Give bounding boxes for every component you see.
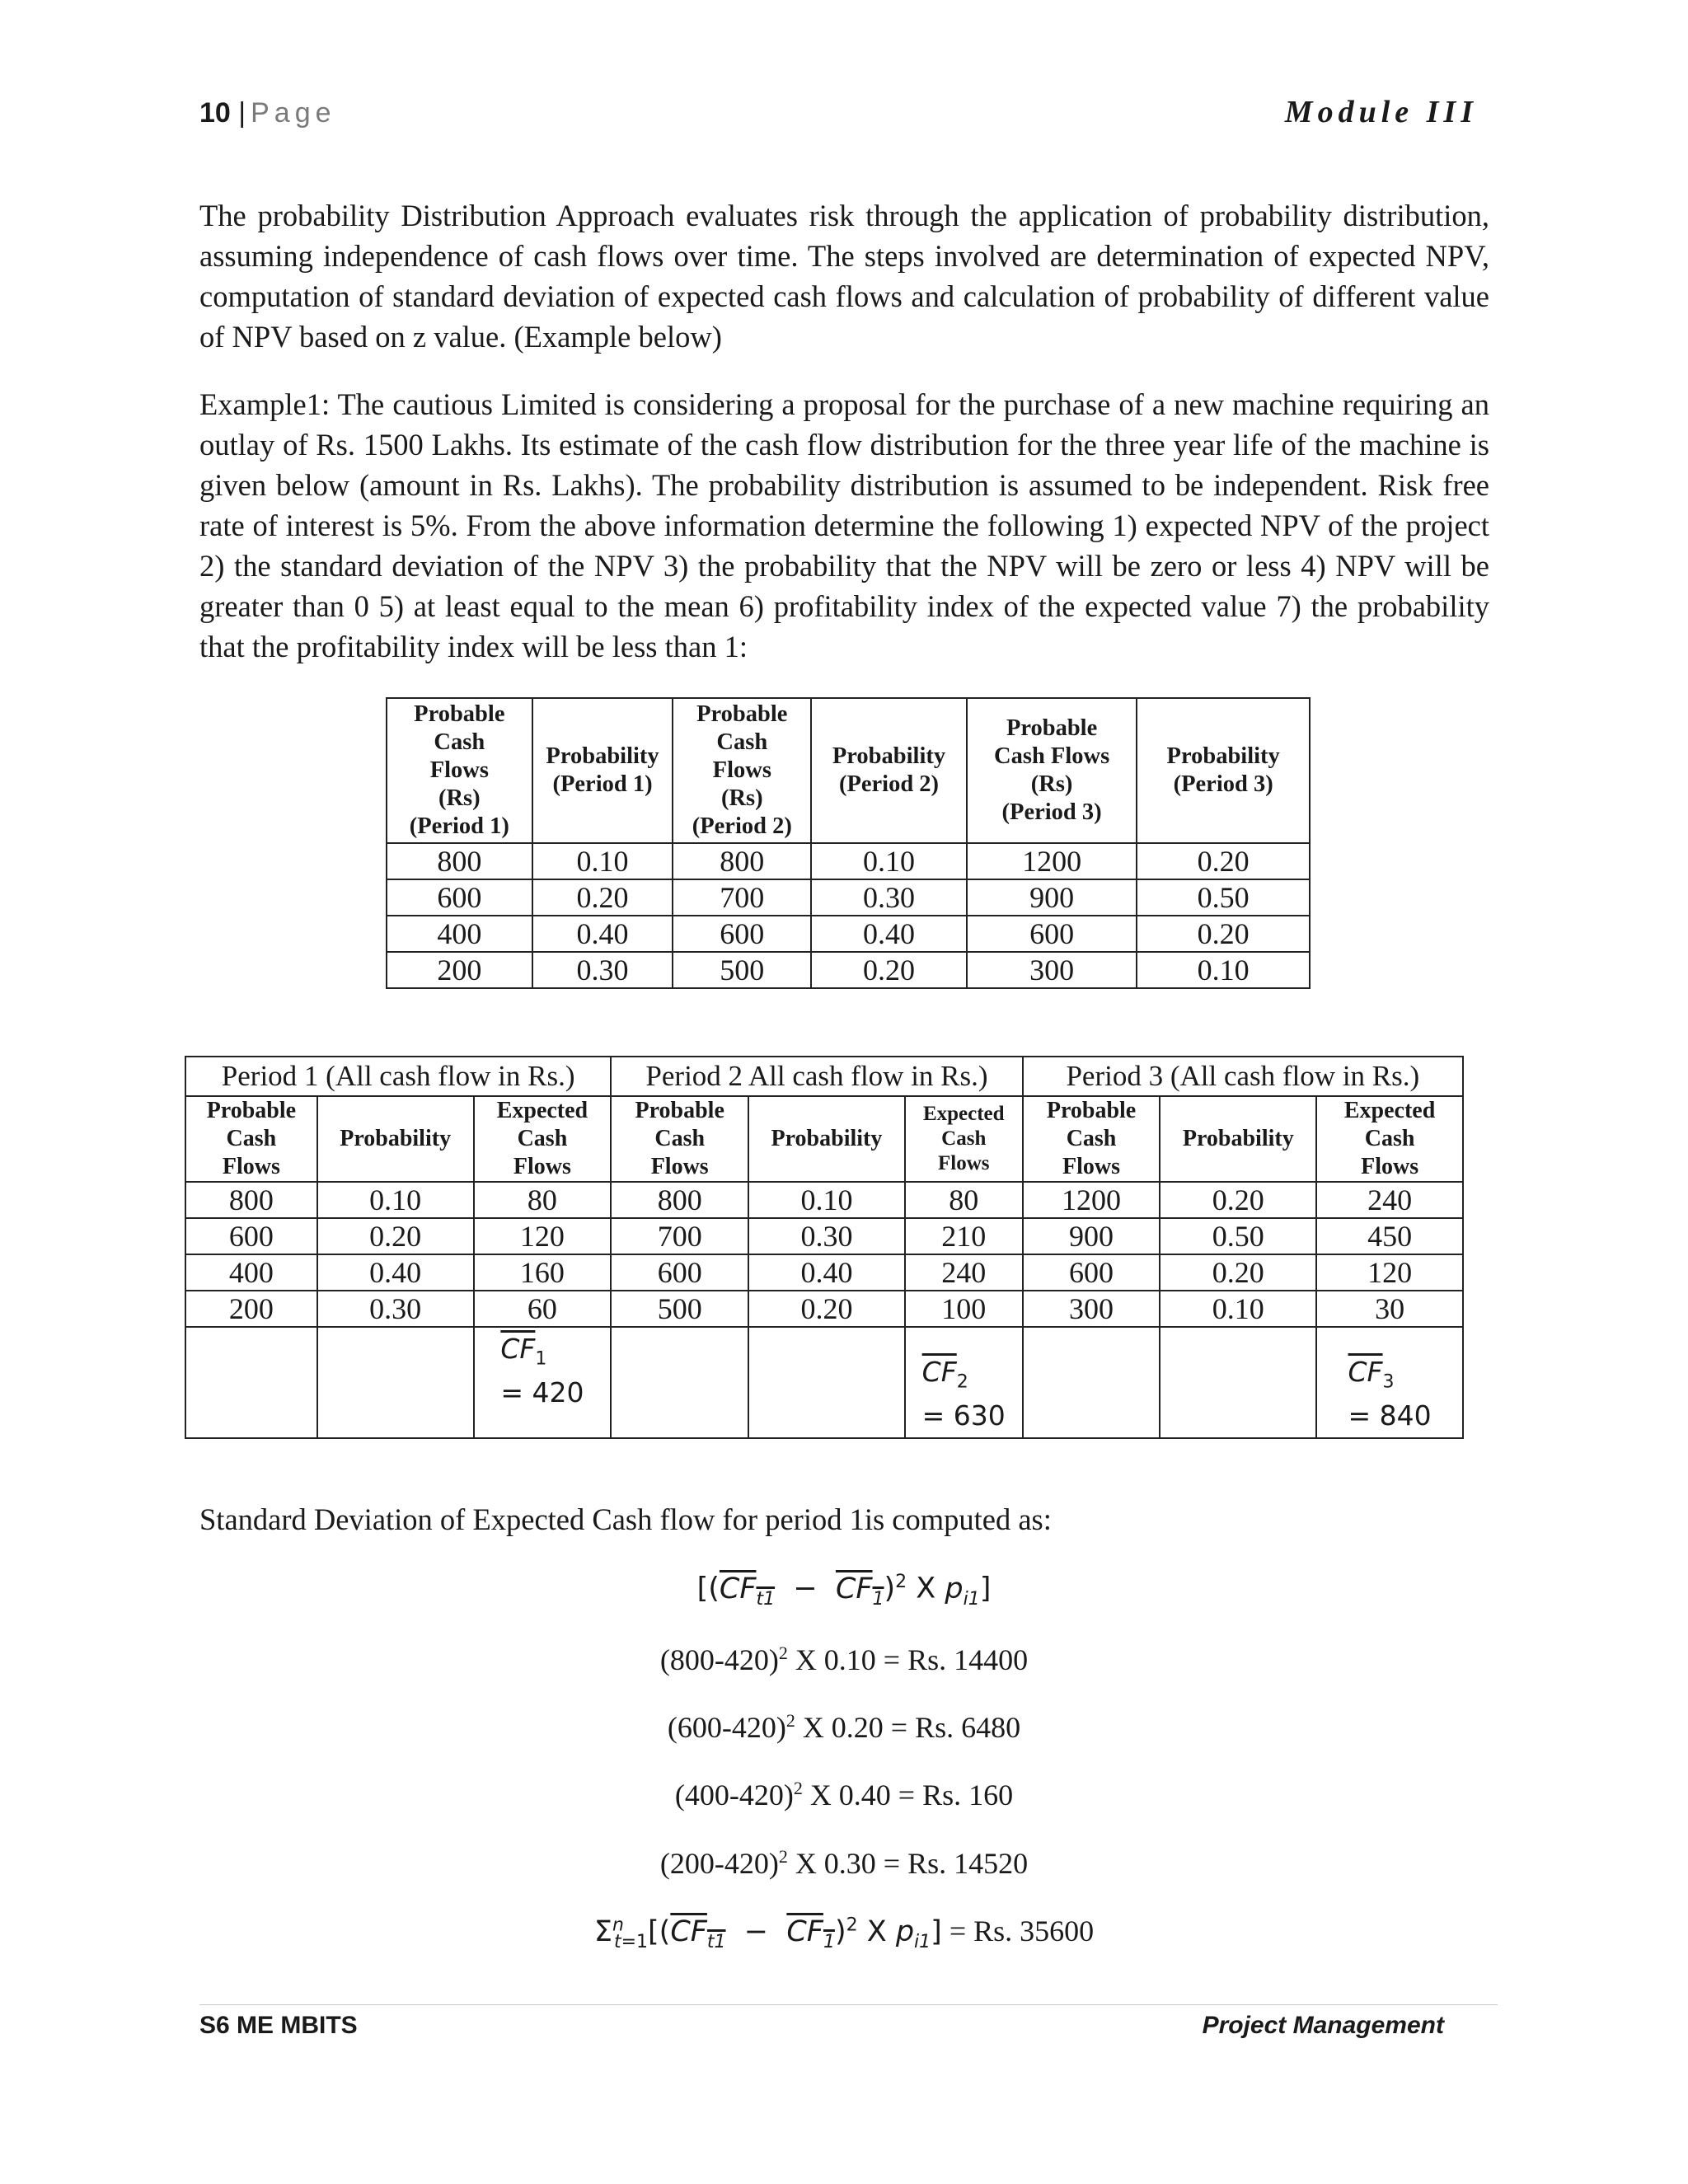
footer-divider [199, 2004, 1498, 2005]
table-header-row [387, 698, 1310, 843]
header-cell: Expected Cash Flows [905, 1096, 1023, 1182]
table-row [185, 1291, 1463, 1327]
table-cell: 0.20 [811, 952, 967, 988]
period-2-group: Period 2 All cash flow in Rs.) [611, 1057, 1022, 1096]
header-cell: Expected Cash Flows [1316, 1096, 1463, 1182]
table-cell: 0.20 [1137, 916, 1310, 952]
table-cell: 0.40 [811, 916, 967, 952]
table-cell: 0.40 [532, 916, 673, 952]
table-cell: 30 [1316, 1291, 1463, 1327]
sd-term-4: $(200-420)^2$ X 0.30 = Rs. 14520 [659, 1846, 1029, 1880]
header-cell: Probable Cash Flows (Rs) (Period 1) [387, 698, 532, 843]
example-paragraph: Example1: The cautious Limited is considering a proposal for the purchase of a new machine requiring an outlay of Rs. 1500 Lakhs. Its estimate of the cash flow distribution for the three year life of the machine is given below (amount in Rs. Lakhs). The probability distribution is assumed to be independent. Risk free rate of interest is 5%. From the above information determine the following 1) expected NPV of the project 2) the standard deviation of the NPV 3) the probability that the NPV will be zero or less 4) NPV will be greater than 0 5) at least equal to the mean 6) profitability index of the expected value 7) the probability that the profitability index will be less than 1: [199, 387, 1489, 663]
table-cell: 700 [611, 1218, 748, 1254]
header-cell: Probability [748, 1096, 905, 1182]
table-cell: 0.30 [811, 879, 967, 916]
table-cell [317, 1327, 474, 1438]
header-cell: Probable Cash Flows [1023, 1096, 1160, 1182]
table-cell: 1200 [967, 843, 1137, 879]
table-cell: 600 [611, 1254, 748, 1291]
table-cell: 0.10 [532, 843, 673, 879]
table-cell: 210 [905, 1218, 1023, 1254]
table-cell: 0.40 [748, 1254, 905, 1291]
table-cell: 0.30 [317, 1291, 474, 1327]
period-1-group: Period 1 (All cash flow in Rs.) [185, 1057, 611, 1096]
sum-cf1: $\overline{CF}_1$ = 420 [474, 1327, 612, 1438]
table-cell: 80 [474, 1182, 612, 1218]
table-cell: 900 [1023, 1218, 1160, 1254]
table-row [387, 916, 1310, 952]
table-row [185, 1218, 1463, 1254]
table-cell: 60 [474, 1291, 612, 1327]
header-cell: Probable Cash Flows (Rs) (Period 3) [967, 698, 1137, 843]
table-cell: 800 [387, 843, 532, 879]
footer-left: S6 ME MBITS [199, 2012, 358, 2039]
table-cell: 0.10 [1137, 952, 1310, 988]
table-cell: 600 [387, 879, 532, 916]
cash-flow-distribution-table [386, 697, 1311, 989]
table-row [185, 1182, 1463, 1218]
table-cell: 300 [1023, 1291, 1160, 1327]
table-cell: 500 [673, 952, 811, 988]
table-cell: 0.20 [532, 879, 673, 916]
table-cell: 0.20 [748, 1291, 905, 1327]
table-cell: 0.10 [1160, 1291, 1316, 1327]
sd-sum: $\Sigma^n_{t=1}[(CF_{t1} - CF_1)^2$ X $p_{i1}] = Rs$. 35600 [593, 1915, 1095, 1952]
sd-term-2: $(600-420)^2$ X 0.20 = Rs. 6480 [667, 1710, 1021, 1744]
table-cell: 800 [673, 843, 811, 879]
header-cell: Probability [317, 1096, 474, 1182]
period-group-row [185, 1057, 1463, 1096]
table-cell: 900 [967, 879, 1137, 916]
table-header-row [185, 1096, 1463, 1182]
expected-cash-flow-table [185, 1056, 1464, 1439]
table-cell [748, 1327, 905, 1438]
header-cell: Probability (Period 2) [811, 698, 967, 843]
table-cell: 240 [1316, 1182, 1463, 1218]
table-cell: 0.20 [1160, 1254, 1316, 1291]
table-cell: 120 [474, 1218, 612, 1254]
table-cell: 600 [185, 1218, 317, 1254]
table-cell: 800 [611, 1182, 748, 1218]
module-title: Module III [1284, 95, 1478, 129]
table-cell [1023, 1327, 1160, 1438]
table-cell: 0.20 [1160, 1182, 1316, 1218]
table-row [387, 879, 1310, 916]
table-row [185, 1254, 1463, 1291]
footer-right: Project Management [1202, 2012, 1444, 2039]
table-cell: 0.20 [1137, 843, 1310, 879]
table-cell: 0.40 [317, 1254, 474, 1291]
table-cell: 300 [967, 952, 1137, 988]
table-cell [1160, 1327, 1316, 1438]
table-cell: 400 [185, 1254, 317, 1291]
header-cell: Probability (Period 3) [1137, 698, 1310, 843]
header-cell: Probable Cash Flows (Rs) (Period 2) [673, 698, 811, 843]
table-cell: 0.20 [317, 1218, 474, 1254]
intro-paragraph: The probability Distribution Approach evaluates risk through the application of probability distribution, assuming independence of cash flows over time. The steps involved are determination of expected NPV, computation of standard deviation of expected cash flows and calculation of probability of different value of NPV based on z value. (Example below) [199, 199, 1489, 354]
table-cell: 200 [387, 952, 532, 988]
header-cell: Probable Cash Flows [611, 1096, 748, 1182]
header-cell: Probability [1160, 1096, 1316, 1182]
table-cell: 400 [387, 916, 532, 952]
sd-title: Standard Deviation of Expected Cash flow for period 1is computed as: [199, 1502, 1052, 1536]
table-cell: 500 [611, 1291, 748, 1327]
table-row [387, 843, 1310, 879]
table-cell: 0.10 [317, 1182, 474, 1218]
header-cell: Expected Cash Flows [474, 1096, 612, 1182]
table-cell: 600 [1023, 1254, 1160, 1291]
table-cell: 700 [673, 879, 811, 916]
table-cell: 450 [1316, 1218, 1463, 1254]
table-cell: 100 [905, 1291, 1023, 1327]
sd-formula: [$(CF_{t1} - CF_1)^2$ X $p_{i1}$] [696, 1572, 992, 1610]
table-cell: 200 [185, 1291, 317, 1327]
page-header-number: 10 | Page [199, 97, 336, 129]
sum-row [185, 1327, 1463, 1438]
table-cell [185, 1327, 317, 1438]
table-cell [611, 1327, 748, 1438]
table-cell: 240 [905, 1254, 1023, 1291]
table-cell: 0.30 [532, 952, 673, 988]
sum-cf2: $\overline{CF}_2$ = 630 [905, 1327, 1023, 1438]
table-cell: 0.10 [811, 843, 967, 879]
table-cell: 800 [185, 1182, 317, 1218]
table-cell: 80 [905, 1182, 1023, 1218]
sum-cf3: $\overline{CF}_3$ = 840 [1316, 1327, 1463, 1438]
table-row [387, 952, 1310, 988]
table-cell: 600 [673, 916, 811, 952]
table-cell: 1200 [1023, 1182, 1160, 1218]
header-cell: Probable Cash Flows [185, 1096, 317, 1182]
table-cell: 0.10 [748, 1182, 905, 1218]
sd-term-1: $(800-420)^2$ X 0.10 = Rs. 14400 [659, 1643, 1029, 1676]
table-cell: 600 [967, 916, 1137, 952]
table-cell: 160 [474, 1254, 612, 1291]
table-cell: 0.30 [748, 1218, 905, 1254]
sd-term-3: $(400-420)^2$ X 0.40 = Rs. 160 [674, 1778, 1014, 1811]
table-cell: 0.50 [1137, 879, 1310, 916]
table-cell: 0.50 [1160, 1218, 1316, 1254]
table-cell: 120 [1316, 1254, 1463, 1291]
period-3-group: Period 3 (All cash flow in Rs.) [1023, 1057, 1463, 1096]
header-cell: Probability (Period 1) [532, 698, 673, 843]
